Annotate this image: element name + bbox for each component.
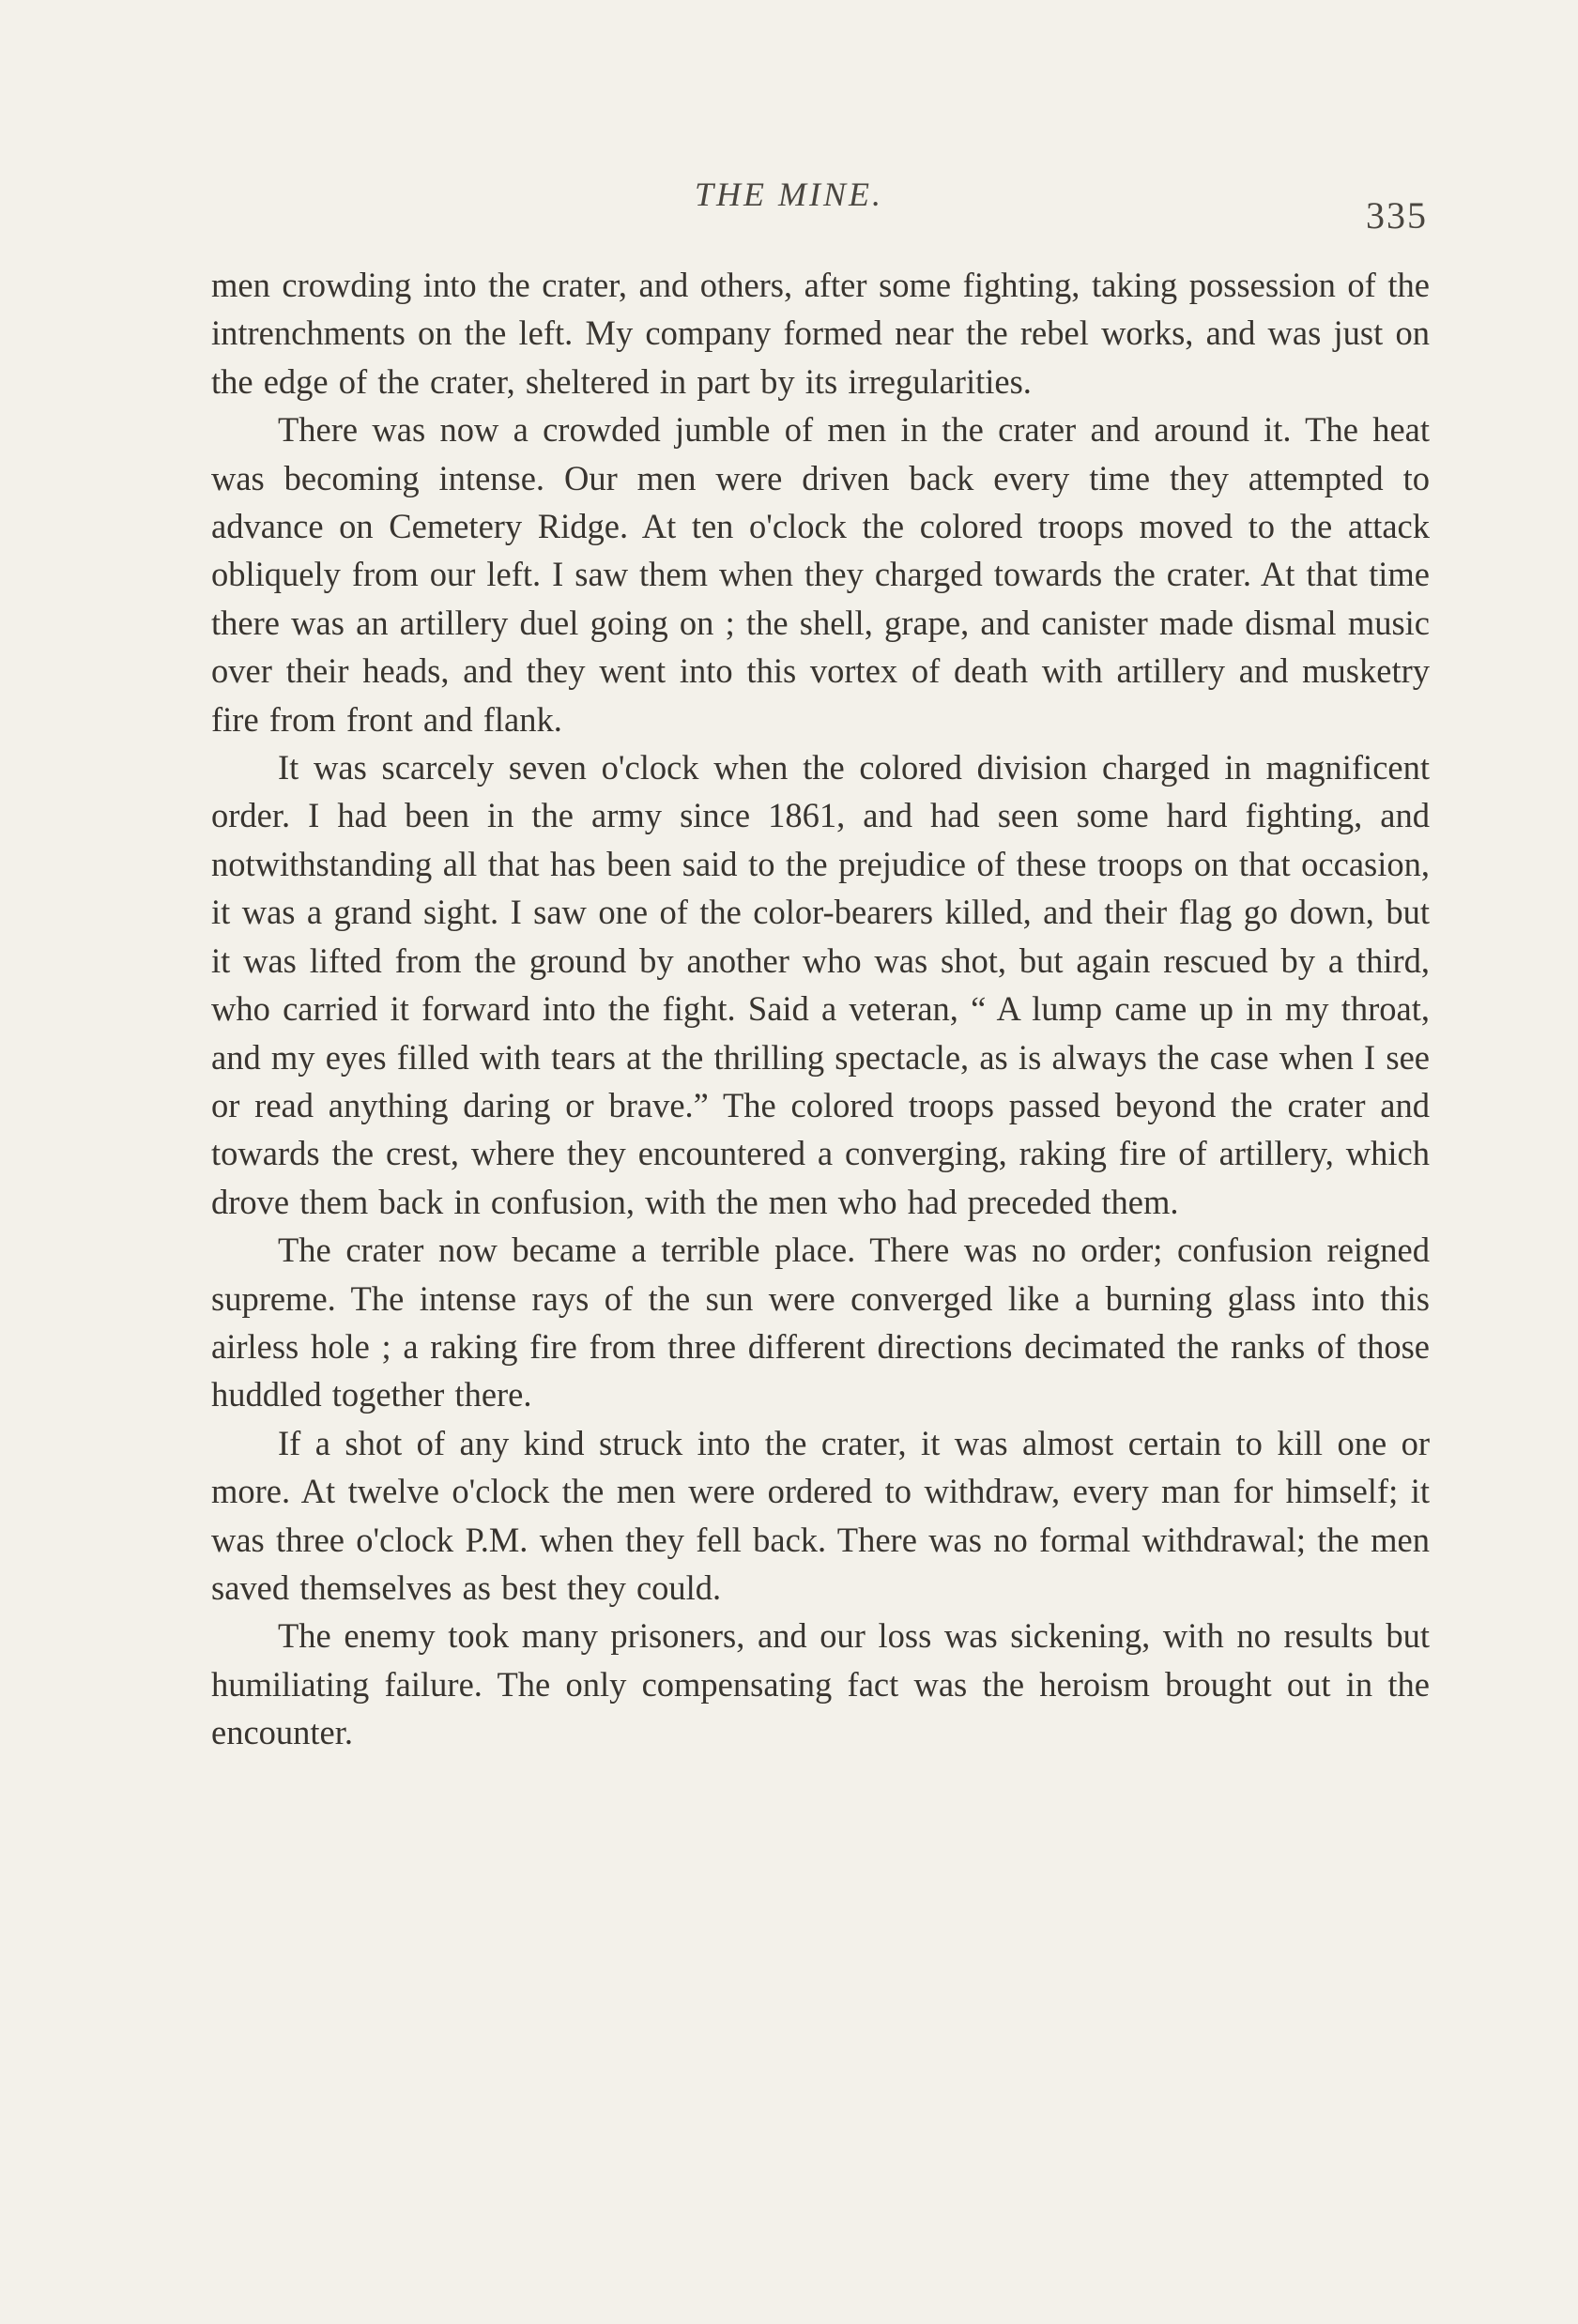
paragraph: It was scarcely seven o'clock when the colored division charged in magnificent order. I had been in the army since 1861, and had seen some hard fighting, and notwithstanding all that has been said to the prejudice of these troops on that occasion, it was a grand sight. I saw one of the color-bearers killed, and their flag go down, but it was lifted from the ground by another who was shot, but again rescued by a third, who carried it forward into the fight. Said a veteran, “ A lump came up in my throat, and my eyes filled with tears at the thrilling spectacle, as is always the case when I see or read anything daring or brave.” The colored troops passed beyond the crater and towards the crest, where they encountered a converging, raking fire of artillery, which drove them back in confusion, with the men who had preceded them. — [211, 748, 1430, 1221]
paragraph: There was now a crowded jumble of men in the crater and around it. The heat was becoming intense. Our men were driven back every time they attempted to advance on Cemetery Ridge. At ten o'clock the colored troops moved to the attack obliquely from our left. I saw them when they charged towards the crater. At that time there was an artillery duel going on ; the shell, grape, and canister made dismal music over their heads, and they went into this vortex of death with artillery and musketry fire from front and flank. — [211, 410, 1430, 739]
paragraph: If a shot of any kind struck into the crater, it was almost certain to kill one or more. At twelve o'clock the men were ordered to withdraw, every man for himself; it was three o'clock P.M. when they fell back. There was no formal withdrawal; the men saved themselves as best they could. — [211, 1423, 1430, 1607]
page-number: 335 — [1366, 194, 1428, 237]
running-title: THE MINE. — [695, 176, 883, 213]
paragraph: men crowding into the crater, and others, after some fighting, taking possession of the intrenchments on the left. My company formed near the rebel works, and was just on the edge of the crater, sheltered in part by its irregularities. — [211, 266, 1430, 401]
paragraph: The enemy took many prisoners, and our loss was sickening, with no results but humiliating failure. The only compensating fact was the heroism brought out in the encounter. — [211, 1616, 1430, 1752]
paragraph: The crater now became a terrible place. There was no order; confusion reigned supreme. The intense rays of the sun were converged like a burning glass into this airless hole ; a raking fire from three different directions decimated the ranks of those huddled together there. — [211, 1231, 1430, 1414]
body-text — [211, 261, 1430, 1757]
